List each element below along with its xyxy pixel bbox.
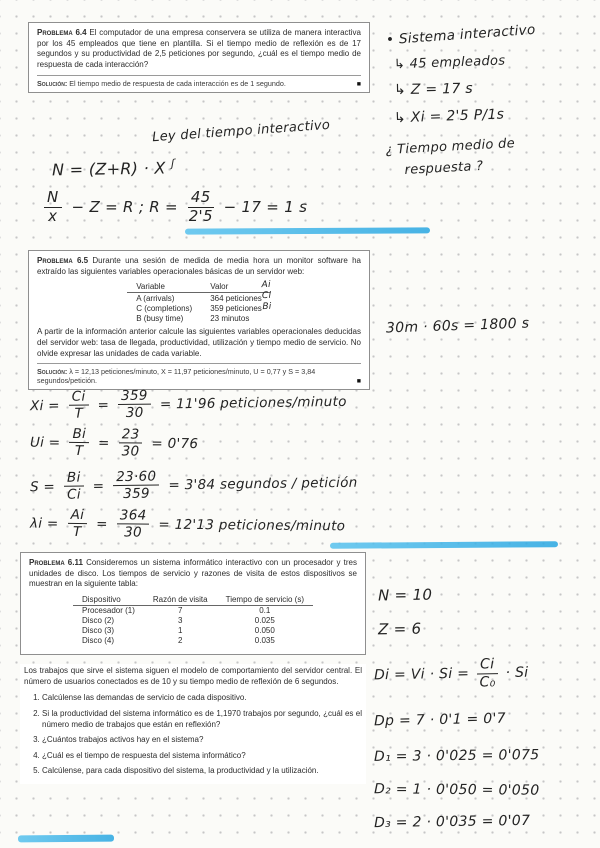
frac-numerator: 23·60 bbox=[113, 469, 159, 486]
derivation-result: − 17 = 1 s bbox=[223, 198, 308, 217]
handwritten-law-title: Ley del tiempo interactivo bbox=[151, 117, 331, 146]
problem-6-4-paragraph bbox=[37, 28, 361, 71]
handwritten-demand-disk1: D₁ = 3 · 0'025 = 0'075 bbox=[373, 747, 540, 765]
problem-6-5-solution bbox=[37, 367, 353, 385]
table-row bbox=[127, 293, 271, 304]
demand-lhs: Di = Vi · Si = bbox=[373, 665, 470, 684]
frac-numerator: Bi bbox=[64, 470, 84, 486]
frac-numerator: Ai bbox=[68, 508, 88, 524]
handwritten-notes-6-4 bbox=[385, 21, 537, 178]
question-list bbox=[24, 693, 362, 777]
fraction bbox=[119, 428, 143, 460]
frac-denominator: C₀ bbox=[479, 673, 496, 691]
handwritten-calculations bbox=[30, 388, 358, 549]
table-row bbox=[73, 636, 313, 646]
calc-utilization bbox=[30, 427, 358, 461]
frac-numerator: 359 bbox=[118, 389, 151, 406]
frac-denominator: Ci bbox=[67, 486, 82, 503]
frac-denominator: x bbox=[48, 206, 58, 225]
problem-6-11-questions-block bbox=[20, 664, 366, 784]
calc-arrival-rate bbox=[30, 508, 358, 542]
frac-numerator: Bi bbox=[69, 427, 89, 443]
fraction-n-over-x bbox=[44, 190, 62, 225]
handwritten-note-z: ↳ Z = 17 s bbox=[393, 80, 474, 99]
cell-valor: 359 peticiones bbox=[210, 303, 262, 313]
calc-lhs: Xi = bbox=[29, 397, 60, 414]
annotation-ai: Ai bbox=[261, 279, 272, 291]
fraction-ci-over-c0 bbox=[477, 657, 498, 690]
fraction-45-over-2-5 bbox=[188, 190, 214, 225]
cell-variable: B (busy time) bbox=[136, 313, 184, 323]
problem-6-4-solution bbox=[37, 79, 353, 88]
cell-device: Procesador (1) bbox=[81, 606, 135, 616]
solution-text: λ = 12,13 peticiones/minuto, X = 11,97 peticiones/minuto, U = 0,77 y S = 3,84 segundos/petición. bbox=[37, 367, 316, 386]
frac-denominator: T bbox=[74, 405, 84, 422]
handwritten-table-annotations bbox=[261, 280, 272, 313]
col-header-variable: Variable bbox=[127, 281, 201, 293]
fraction bbox=[117, 508, 150, 540]
fraction bbox=[69, 427, 89, 459]
frac-denominator: 359 bbox=[123, 485, 150, 502]
equals-sign: = bbox=[96, 515, 108, 532]
handwritten-demand-formula bbox=[374, 657, 529, 692]
frac-numerator: 23 bbox=[119, 428, 143, 444]
frac-denominator: 2'5 bbox=[188, 206, 213, 225]
calc-throughput bbox=[30, 386, 358, 422]
frac-denominator: 30 bbox=[124, 524, 142, 541]
calc-lhs: S = bbox=[29, 478, 56, 495]
annotation-bi: Bi bbox=[262, 301, 272, 313]
fraction bbox=[67, 508, 87, 540]
blue-highlighter-mark bbox=[18, 835, 114, 843]
cell-service-time: 0.1 bbox=[259, 606, 271, 616]
handwritten-derivation bbox=[42, 190, 307, 225]
interactive-law-formula: N = (Z+R) · X bbox=[51, 158, 166, 180]
table-header-row bbox=[127, 281, 271, 293]
col-header-valor: Valor bbox=[201, 281, 271, 293]
handwritten-question-line1: ¿ Tiempo medio de bbox=[385, 136, 516, 158]
problem-6-11-paragraph-2: Los trabajos que sirve el sistema siguen el modelo de comportamiento del servidor central. El número de usuarios conectados es de 10 y su tiempo medio de reflexión de 6 segundos. bbox=[24, 666, 362, 686]
cell-visit-ratio: 7 bbox=[178, 606, 183, 616]
cell-visit-ratio: 1 bbox=[178, 626, 183, 636]
cell-visit-ratio: 2 bbox=[178, 636, 183, 646]
cell-service-time: 0.035 bbox=[254, 636, 275, 646]
table-row bbox=[127, 303, 271, 313]
squiggle-mark-icon: ʃ bbox=[170, 156, 176, 170]
cell-variable: C (completions) bbox=[136, 303, 193, 313]
handwritten-note-users: ↳ 45 empleados bbox=[393, 53, 506, 73]
equals-sign: = bbox=[97, 435, 110, 452]
calc-service-time bbox=[30, 466, 358, 502]
handwritten-time-conversion: 30m · 60s = 1800 s bbox=[385, 315, 530, 337]
handwritten-note-title: • Sistema interactivo bbox=[385, 21, 537, 49]
cell-device: Disco (3) bbox=[81, 626, 114, 636]
problem-6-5-box bbox=[28, 250, 370, 390]
problem-6-4-solution-row bbox=[37, 75, 361, 88]
cell-visit-ratio: 3 bbox=[178, 616, 183, 626]
demand-rhs: · Si bbox=[505, 664, 529, 682]
col-header-razon-visita: Razón de visita bbox=[144, 594, 217, 606]
cell-variable: A (arrivals) bbox=[136, 293, 175, 303]
solution-label: Solución: bbox=[37, 78, 68, 88]
equals-sign: = bbox=[97, 396, 110, 414]
problem-6-5-solution-row bbox=[37, 363, 361, 385]
calc-result: = 3'84 segundos / petición bbox=[168, 474, 358, 493]
table-header-row bbox=[73, 594, 313, 606]
cell-valor: 23 minutos bbox=[210, 313, 250, 323]
question-item-4: 4. ¿Cuál es el tiempo de respuesta del sistema informático? bbox=[42, 751, 362, 762]
solution-text: El tiempo medio de respuesta de cada interacción es de 1 segundo. bbox=[69, 78, 286, 88]
problem-6-4-statement: El computador de una empresa conservera se utiliza de manera interactiva por los 45 empleados que tiene en plantilla. Si el tiempo medio de reflexión es de 17 segundos y su productividad de 2,5 peticiones por segundo, ¿cuál es el tiempo medio de respuesta de cada interacción? bbox=[37, 28, 361, 69]
problem-6-5-paragraph-2: A partir de la información anterior calcule las siguientes variables operacionales deducidas del servidor web: tasa de llegada, productividad, utilización y tiempo medio de servicio. No olvide expresar las unidades de cada variable. bbox=[37, 327, 361, 358]
question-item-3: 3. ¿Cuántos trabajos activos hay en el sistema? bbox=[42, 735, 362, 746]
fraction bbox=[113, 469, 160, 501]
col-header-tiempo-servicio: Tiempo de servicio (s) bbox=[217, 594, 313, 606]
frac-numerator: 45 bbox=[188, 190, 214, 208]
handwritten-demand-disk2: D₂ = 1 · 0'050 = 0'050 bbox=[373, 781, 540, 799]
problem-6-4-label: Problema 6.4 bbox=[37, 28, 87, 37]
problem-6-11-box bbox=[20, 552, 366, 655]
frac-denominator: T bbox=[72, 524, 82, 541]
handwritten-question bbox=[385, 135, 536, 179]
table-row bbox=[73, 626, 313, 636]
qed-square-icon: ■ bbox=[356, 80, 361, 88]
calc-lhs: Ui = bbox=[29, 434, 61, 451]
calc-result: = 12'13 peticiones/minuto bbox=[158, 516, 346, 535]
blue-highlighter-mark bbox=[185, 227, 430, 234]
qed-square-icon: ■ bbox=[356, 378, 361, 386]
web-server-variables-table bbox=[127, 281, 271, 323]
calc-lhs: λi = bbox=[29, 515, 59, 532]
cell-valor: 364 peticiones bbox=[210, 293, 262, 303]
frac-denominator: 30 bbox=[125, 404, 144, 422]
equals-sign: = bbox=[92, 477, 105, 494]
solution-label: Solución: bbox=[37, 367, 68, 377]
handwritten-n-users: N = 10 bbox=[377, 585, 433, 605]
question-item-5: 5. Calcúlense, para cada dispositivo del sistema, la productividad y la utilización. bbox=[42, 766, 362, 777]
cell-service-time: 0.025 bbox=[254, 616, 275, 626]
derivation-middle: − Z = R ; R = bbox=[71, 198, 178, 217]
table-row bbox=[127, 313, 271, 323]
problem-6-5-paragraph bbox=[37, 256, 361, 277]
question-item-2: 2. Si la productividad del sistema informático es de 1,1970 trabajos por segundo, ¿cuál es el número medio de trabajos que están en reflexión? bbox=[42, 709, 362, 730]
calc-result: = 11'96 peticiones/minuto bbox=[159, 393, 347, 413]
fraction bbox=[64, 470, 84, 502]
problem-6-11-statement: Consideremos un sistema informático interactivo con un procesador y tres unidades de disco. Los tiempos de servicio y razones de visita de estos dispositivos se muestran en la siguiente tabla: bbox=[29, 558, 357, 589]
handwritten-note-x: ↳ Xi = 2'5 P/1s bbox=[393, 106, 505, 127]
problem-6-11-paragraph bbox=[29, 558, 357, 590]
table-row bbox=[73, 616, 313, 626]
problem-6-11-label: Problema 6.11 bbox=[29, 558, 83, 567]
frac-numerator: Ci bbox=[477, 657, 498, 674]
cell-device: Disco (4) bbox=[81, 636, 114, 646]
problem-6-5-label: Problema 6.5 bbox=[37, 256, 89, 265]
col-header-dispositivo: Dispositivo bbox=[73, 594, 144, 606]
fraction bbox=[69, 389, 89, 421]
problem-6-5-statement: Durante una sesión de medida de media hora un monitor software ha extraído las siguientes variables operacionales básicas de un servidor web: bbox=[37, 256, 361, 276]
handwritten-think-time: Z = 6 bbox=[377, 619, 422, 639]
annotation-ci: Ci bbox=[261, 290, 272, 302]
table-row bbox=[73, 605, 313, 616]
question-item-1: 1. Calcúlense las demandas de servicio de cada dispositivo. bbox=[42, 693, 362, 704]
cell-device: Disco (2) bbox=[81, 616, 114, 626]
frac-denominator: T bbox=[74, 443, 84, 460]
blue-highlighter-mark bbox=[330, 541, 558, 549]
frac-numerator: Ci bbox=[69, 389, 89, 405]
handwritten-formula bbox=[52, 157, 175, 179]
frac-numerator: N bbox=[44, 190, 62, 208]
cell-service-time: 0.050 bbox=[254, 626, 275, 636]
handwritten-demand-processor: Dp = 7 · 0'1 = 0'7 bbox=[373, 710, 507, 730]
frac-denominator: 30 bbox=[121, 443, 140, 461]
calc-result: = 0'76 bbox=[151, 435, 199, 453]
frac-numerator: 364 bbox=[117, 508, 150, 524]
handwritten-demand-disk3: D₃ = 2 · 0'035 = 0'07 bbox=[373, 812, 531, 832]
handwritten-question-line2: respuesta ? bbox=[404, 158, 484, 178]
fraction bbox=[118, 389, 151, 421]
devices-table bbox=[73, 594, 313, 646]
problem-6-4-box bbox=[28, 22, 370, 93]
